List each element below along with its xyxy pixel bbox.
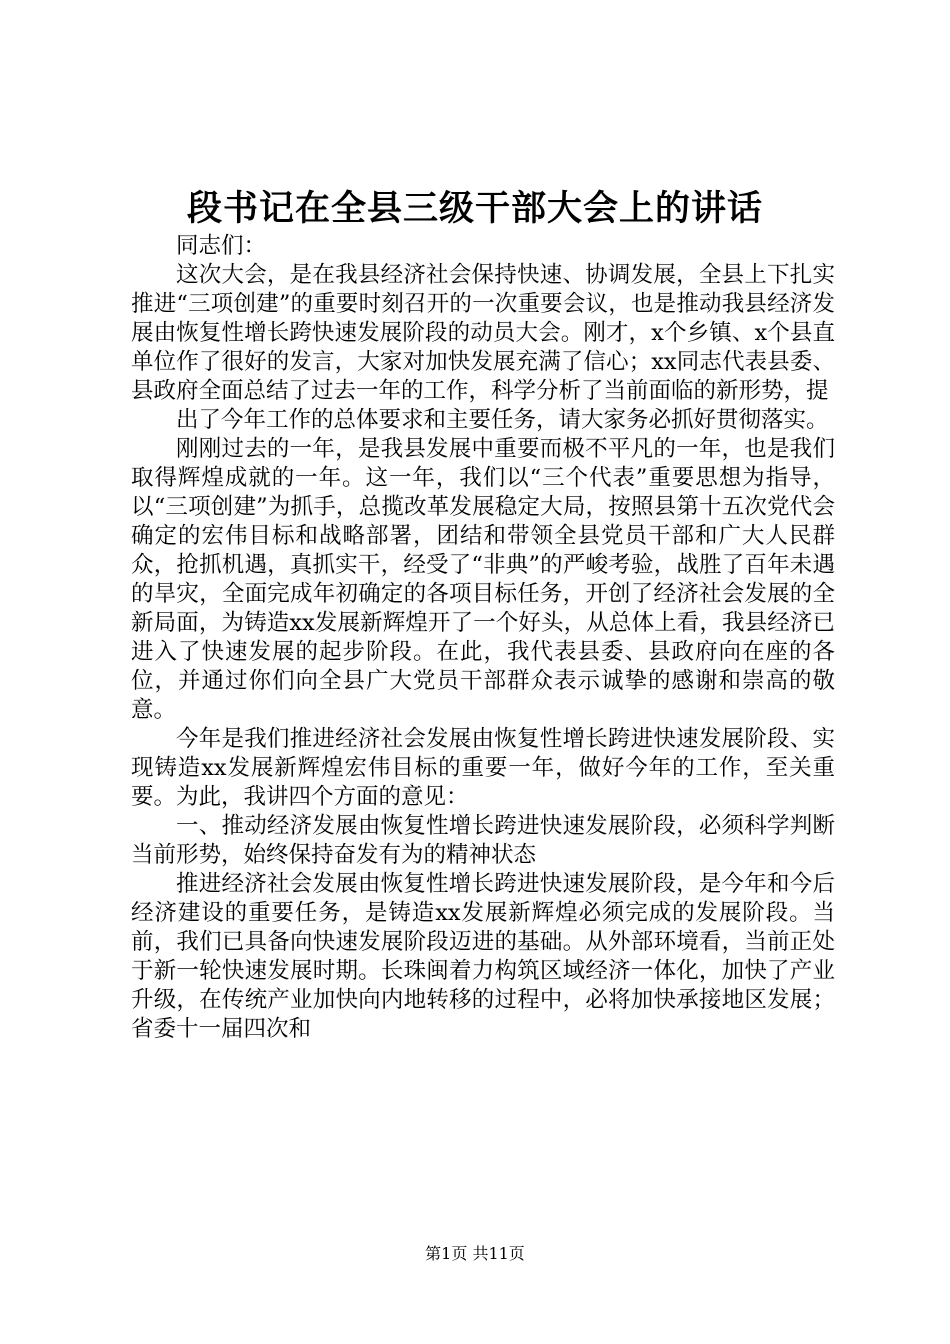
document-title: 段书记在全县三级干部大会上的讲话 xyxy=(186,188,763,229)
paragraph-salutation: 同志们： xyxy=(176,233,267,259)
page-number-footer: 第1页 共11页 xyxy=(425,1244,525,1263)
paragraph: 出了今年工作的总体要求和主要任务，请大家务必抓好贯彻落实。 xyxy=(176,407,829,433)
document-body xyxy=(131,232,835,1044)
paragraph: 刚刚过去的一年，是我县发展中重要而极不平凡的一年，也是我们取得辉煌成就的一年。这一年，我们以“三个代表”重要思想为指导，以“三项创建”为抓手，总揽改革发展稳定大局，按照县第十五次党代会确定的宏伟目标和战略部署，团结和带领全县党员干部和广大人民群众，抢抓机遇，真抓实干，经受了“非典”的严峻考验，战胜了百年未遇的旱灾，全面完成年初确定的各项目标任务，开创了经济社会发展的全新局面，为铸造xx发展新辉煌开了一个好头，从总体上看，我县经济已进入了快速发展的起步阶段。在此，我代表县委、县政府向在座的各位，并通过你们向全县广大党员干部群众表示诚挚的感谢和崇高的敬意。 xyxy=(131,436,835,723)
paragraph: 今年是我们推进经济社会发展由恢复性增长跨进快速发展阶段、实现铸造xx发展新辉煌宏伟目标的重要一年，做好今年的工作，至关重要。为此，我讲四个方面的意见： xyxy=(131,726,835,810)
paragraph: 这次大会，是在我县经济社会保持快速、协调发展，全县上下扎实推进“三项创建”的重要时刻召开的一次重要会议，也是推动我县经济发展由恢复性增长跨快速发展阶段的动员大会。刚才，x个乡镇、x个县直单位作了很好的发言，大家对加快发展充满了信心；xx同志代表县委、县政府全面总结了过去一年的工作，科学分析了当前面临的新形势，提 xyxy=(131,262,835,404)
paragraph: 推进经济社会发展由恢复性增长跨进快速发展阶段，是今年和今后经济建设的重要任务，是铸造xx发展新辉煌必须完成的发展阶段。当前，我们已具备向快速发展阶段迈进的基础。从外部环境看，当前正处于新一轮快速发展时期。长珠闽着力构筑区域经济一体化，加快了产业升级，在传统产业加快向内地转移的过程中，必将加快承接地区发展；省委十一届四次和 xyxy=(131,871,835,1042)
section-heading: 一、推动经济发展由恢复性增长跨进快速发展阶段，必须科学判断当前形势，始终保持奋发有为的精神状态 xyxy=(131,813,835,868)
